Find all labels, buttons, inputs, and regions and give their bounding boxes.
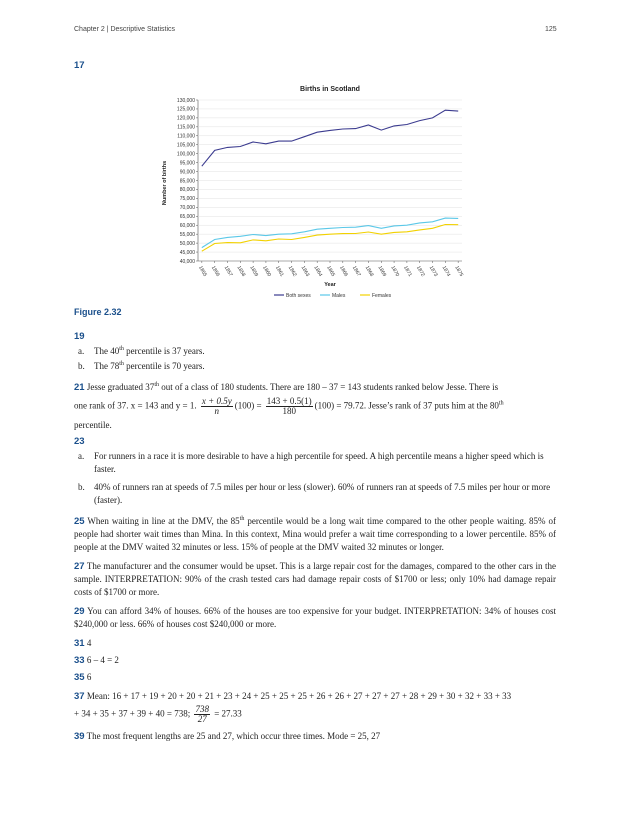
y-tick-label: 115,000: [177, 124, 195, 131]
legend-label: Both sexes: [286, 293, 311, 299]
q33-answer: 33 6 – 4 = 2: [74, 655, 119, 666]
x-tick-label: 1862: [286, 265, 298, 278]
y-tick-label: 45,000: [179, 249, 195, 256]
q39-answer: 39 The most frequent lengths are 25 and 27, which occur three times. Mode = 25, 27: [74, 731, 381, 742]
q21-tail: percentile.: [74, 420, 112, 430]
q21-formula-line: one rank of 37. x = 143 and y = 1. $\frac{x + 0.5y}{n}$ (100) = $\frac{143 + 0.5(1)}{180}$ (100) = 79.72. Jesse’s rank of 37 puts him at the 80th: [74, 396, 504, 416]
q25-answer: 25 When waiting in line at the DMV, the 85th percentile would be a long wait time compared to the other people waiting. 85% of people had shorter wait times than Mina. In this context, Mina would prefer a wait time corresponding to a lower percentile. 85% of people at the DMV waited 32 minutes or less. 15% of people at the DMV waited 32 minutes or longer.: [74, 516, 556, 552]
computed-fraction: $\frac{143 + 0.5(1)}{180}$: [266, 396, 312, 416]
x-tick-label: 1865: [325, 265, 337, 278]
x-tick-label: 1873: [427, 265, 439, 278]
y-tick-label: 90,000: [179, 169, 195, 176]
q37-result-line: + 34 + 35 + 37 + 39 + 40 = 738; $\frac{738}{27}$ = 27.33: [74, 704, 242, 724]
y-tick-label: 75,000: [179, 196, 195, 203]
question-number-19: 19: [74, 331, 85, 342]
q21-answer: 21 Jesse graduated 37th out of a class of 180 students. There are 180 – 37 = 143 students ranked below Jesse. There is: [74, 382, 499, 393]
page-number: 125: [545, 26, 557, 33]
y-tick-label: 50,000: [179, 240, 195, 247]
x-tick-label: 1872: [414, 265, 426, 278]
y-tick-label: 70,000: [179, 205, 195, 212]
mean-fraction: $\frac{738}{27}$: [195, 704, 209, 724]
x-axis-label: Year: [324, 282, 336, 288]
x-tick-label: 1867: [350, 265, 362, 278]
series-line-both-sexes: [202, 110, 458, 166]
y-axis-label: Number of births: [162, 160, 168, 206]
q37-answer: 37 Mean: 16 + 17 + 19 + 20 + 20 + 21 + 23 + 24 + 25 + 25 + 25 + 26 + 26 + 27 + 27 + 27 + 28 + 29 + 30 + 32 + 33 + 33: [74, 691, 512, 702]
y-tick-label: 100,000: [176, 151, 195, 158]
y-tick-label: 65,000: [179, 214, 195, 221]
q19-item-b: b. The 78th percentile is 70 years.: [78, 361, 205, 371]
q31-answer: 31 4: [74, 638, 92, 649]
chart-title: Births in Scotland: [300, 86, 360, 93]
x-tick-label: 1871: [402, 265, 413, 278]
x-tick-label: 1856: [209, 265, 221, 278]
births-line-chart: [150, 80, 480, 300]
x-tick-label: 1863: [299, 265, 311, 278]
q23-item-a: a. For runners in a race it is more desirable to have a high percentile for speed. A high percentile means a higher speed which is faster.: [78, 451, 544, 474]
formula-fraction: $\frac{x + 0.5y}{n}$: [201, 396, 232, 416]
x-tick-label: 1861: [274, 265, 285, 278]
y-tick-label: 125,000: [176, 106, 195, 113]
y-tick-label: 85,000: [179, 178, 195, 185]
q23-item-b: b. 40% of runners ran at speeds of 7.5 miles per hour or less (slower). 60% of runners ran at speeds of 7.5 miles per hour or more (faster).: [78, 482, 551, 505]
x-tick-label: 1874: [440, 265, 452, 278]
q29-answer: 29 You can afford 34% of houses. 66% of the houses are too expensive for your budget. INTERPRETATION: 34% of houses cost $240,000 or less. 66% of houses cost $240,000 or more.: [74, 606, 556, 629]
y-tick-label: 110,000: [177, 133, 195, 140]
x-tick-label: 1858: [235, 265, 247, 278]
y-tick-label: 120,000: [176, 115, 195, 122]
figure-caption: Figure 2.32: [74, 307, 122, 317]
y-tick-label: 130,000: [176, 97, 195, 104]
x-tick-label: 1875: [453, 265, 465, 278]
y-tick-label: 95,000: [179, 160, 195, 167]
y-tick-label: 55,000: [179, 231, 195, 238]
y-tick-label: 60,000: [179, 223, 195, 230]
x-tick-label: 1864: [312, 265, 324, 278]
y-tick-label: 105,000: [176, 142, 195, 149]
x-tick-label: 1869: [376, 265, 388, 278]
y-tick-label: 40,000: [179, 258, 195, 265]
x-tick-label: 1859: [248, 265, 260, 278]
x-tick-label: 1870: [389, 265, 401, 278]
x-tick-label: 1855: [197, 265, 208, 278]
y-tick-label: 80,000: [179, 187, 195, 194]
x-tick-label: 1857: [222, 265, 234, 278]
x-tick-label: 1868: [363, 265, 375, 278]
x-tick-label: 1860: [261, 265, 272, 278]
q27-answer: 27 The manufacturer and the consumer would be upset. This is a large repair cost for the damages, compared to the other cars in the sample. INTERPRETATION: 90% of the crash tested cars had damage repair costs of $1700 or less; only 10% had damage repair costs of $1700 or more.: [74, 561, 556, 597]
answers-section: [74, 330, 556, 743]
q35-answer: 35 6: [74, 672, 92, 683]
running-header: Chapter 2 | Descriptive Statistics: [74, 26, 176, 33]
question-number-23: 23: [74, 436, 85, 447]
legend-label: Females: [372, 293, 392, 299]
question-number-17: 17: [74, 60, 85, 71]
q19-item-a: a. The 40th percentile is 37 years.: [78, 346, 205, 356]
legend-label: Males: [332, 293, 346, 299]
x-tick-label: 1866: [338, 265, 349, 278]
